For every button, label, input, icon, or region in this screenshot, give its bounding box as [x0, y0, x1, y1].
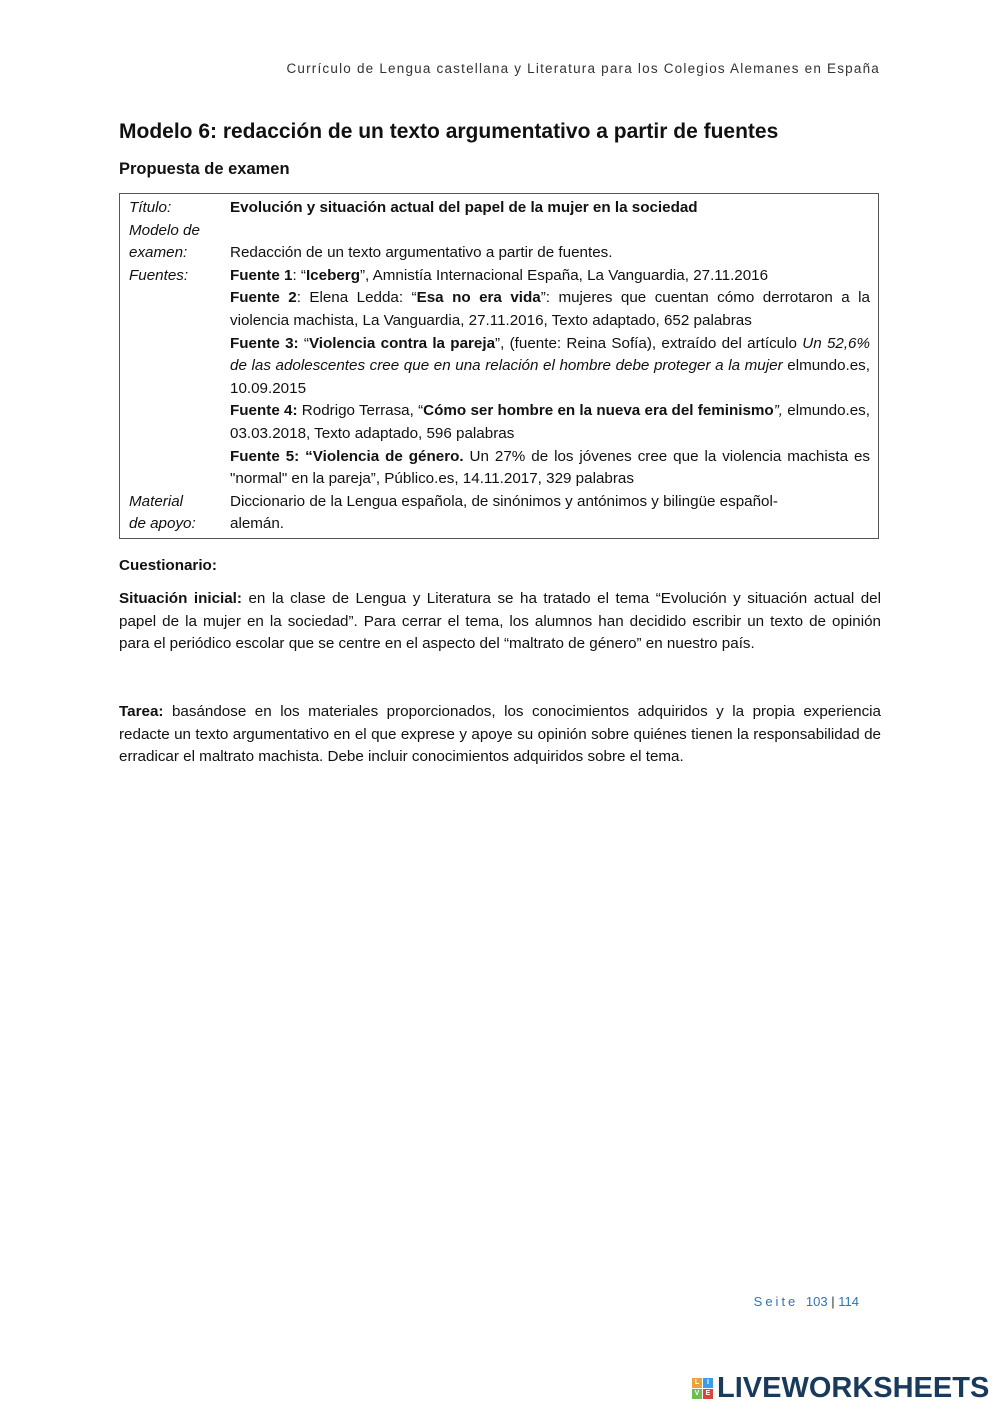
- titulo-value: Evolución y situación actual del papel de la mujer en la sociedad: [230, 199, 698, 216]
- page-separator: |: [831, 1294, 835, 1309]
- fuentes-label: Fuentes:: [129, 266, 189, 284]
- total-pages: 114: [838, 1294, 859, 1309]
- fuente-1: Fuente 1: “Iceberg”, Amnistía Internacional España, La Vanguardia, 27.11.2016: [230, 266, 769, 284]
- material-label: Material: [129, 492, 184, 510]
- modelo-label-2: examen:: [129, 244, 188, 262]
- modelo-value: Redacción de un texto argumentativo a partir de fuentes.: [230, 244, 613, 262]
- material-row-1: [129, 491, 870, 514]
- material-value-2: alemán.: [230, 515, 285, 533]
- exam-info-table: [119, 193, 879, 539]
- modelo-row-2: [129, 242, 870, 265]
- fuente-5: Fuente 5: “Violencia de género. Un 27% de los jóvenes cree que la violencia machista es "normal" en la pareja”, Público.es, 14.11.2017, 329 palabras: [230, 447, 870, 488]
- titulo-label: Título:: [129, 199, 172, 216]
- fuentes-row: [129, 265, 870, 491]
- fuente-4: Fuente 4: Rodrigo Terrasa, “Cómo ser hombre en la nueva era del feminismo”, elmundo.es, 03.03.2018, Texto adaptado, 596 palabras: [230, 402, 870, 442]
- page-title: Modelo 6: redacción de un texto argumentativo a partir de fuentes: [119, 120, 779, 143]
- material-value: Diccionario de la Lengua española, de sinónimos y antónimos y bilingüe español-: [230, 492, 778, 510]
- liveworksheets-brand[interactable]: [692, 1372, 989, 1405]
- section-subtitle: Propuesta de examen: [119, 160, 290, 178]
- fuentes-list: [230, 265, 870, 491]
- tarea-paragraph: Tarea: basándose en los materiales proporcionados, los conocimientos adquiridos y la propia experiencia redacte un texto argumentativo en el que exprese y apoye su opinión sobre quiénes tienen la responsabilidad de erradicar el maltrato machista. Debe incluir conocimientos adquiridos sobre el tema.: [119, 703, 881, 766]
- situacion-inicial-paragraph: Situación inicial: en la clase de Lengua y Literatura se ha tratado el tema “Evolución y situación actual del papel de la mujer en la sociedad”. Para cerrar el tema, los alumnos han decidido escribir un texto de opinión para el periódico escolar que se centre en el aspecto del “maltrato de género” en nuestro país.: [119, 590, 881, 653]
- brand-text: LIVEWORKSHEETS: [717, 1372, 990, 1404]
- running-header: Currículo de Lengua castellana y Literatura para los Colegios Alemanes en España: [286, 61, 880, 76]
- fuente-3: Fuente 3: “Violencia contra la pareja”, (fuente: Reina Sofía), extraído del artículo Un 52,6% de las adolescentes cree que en una relación el hombre debe proteger a la mujer elmundo.es, 10.09.2015: [230, 334, 871, 397]
- titulo-row: [129, 197, 870, 220]
- page-number: [754, 1294, 859, 1309]
- current-page: 103: [805, 1294, 828, 1309]
- seite-label: Seite: [753, 1294, 799, 1309]
- material-label-2: de apoyo:: [129, 515, 196, 533]
- liveworksheets-logo-icon: L I V E: [692, 1378, 713, 1399]
- modelo-label: Modelo de: [129, 221, 200, 239]
- fuente-2: Fuente 2: Elena Ledda: “Esa no era vida”: mujeres que cuentan cómo derrotaron a la violencia machista, La Vanguardia, 27.11.2016, Texto adaptado, 652 palabras: [230, 289, 870, 329]
- material-row-2: [129, 513, 870, 536]
- cuestionario-heading: Cuestionario:: [119, 557, 217, 574]
- modelo-row-1: [129, 220, 870, 243]
